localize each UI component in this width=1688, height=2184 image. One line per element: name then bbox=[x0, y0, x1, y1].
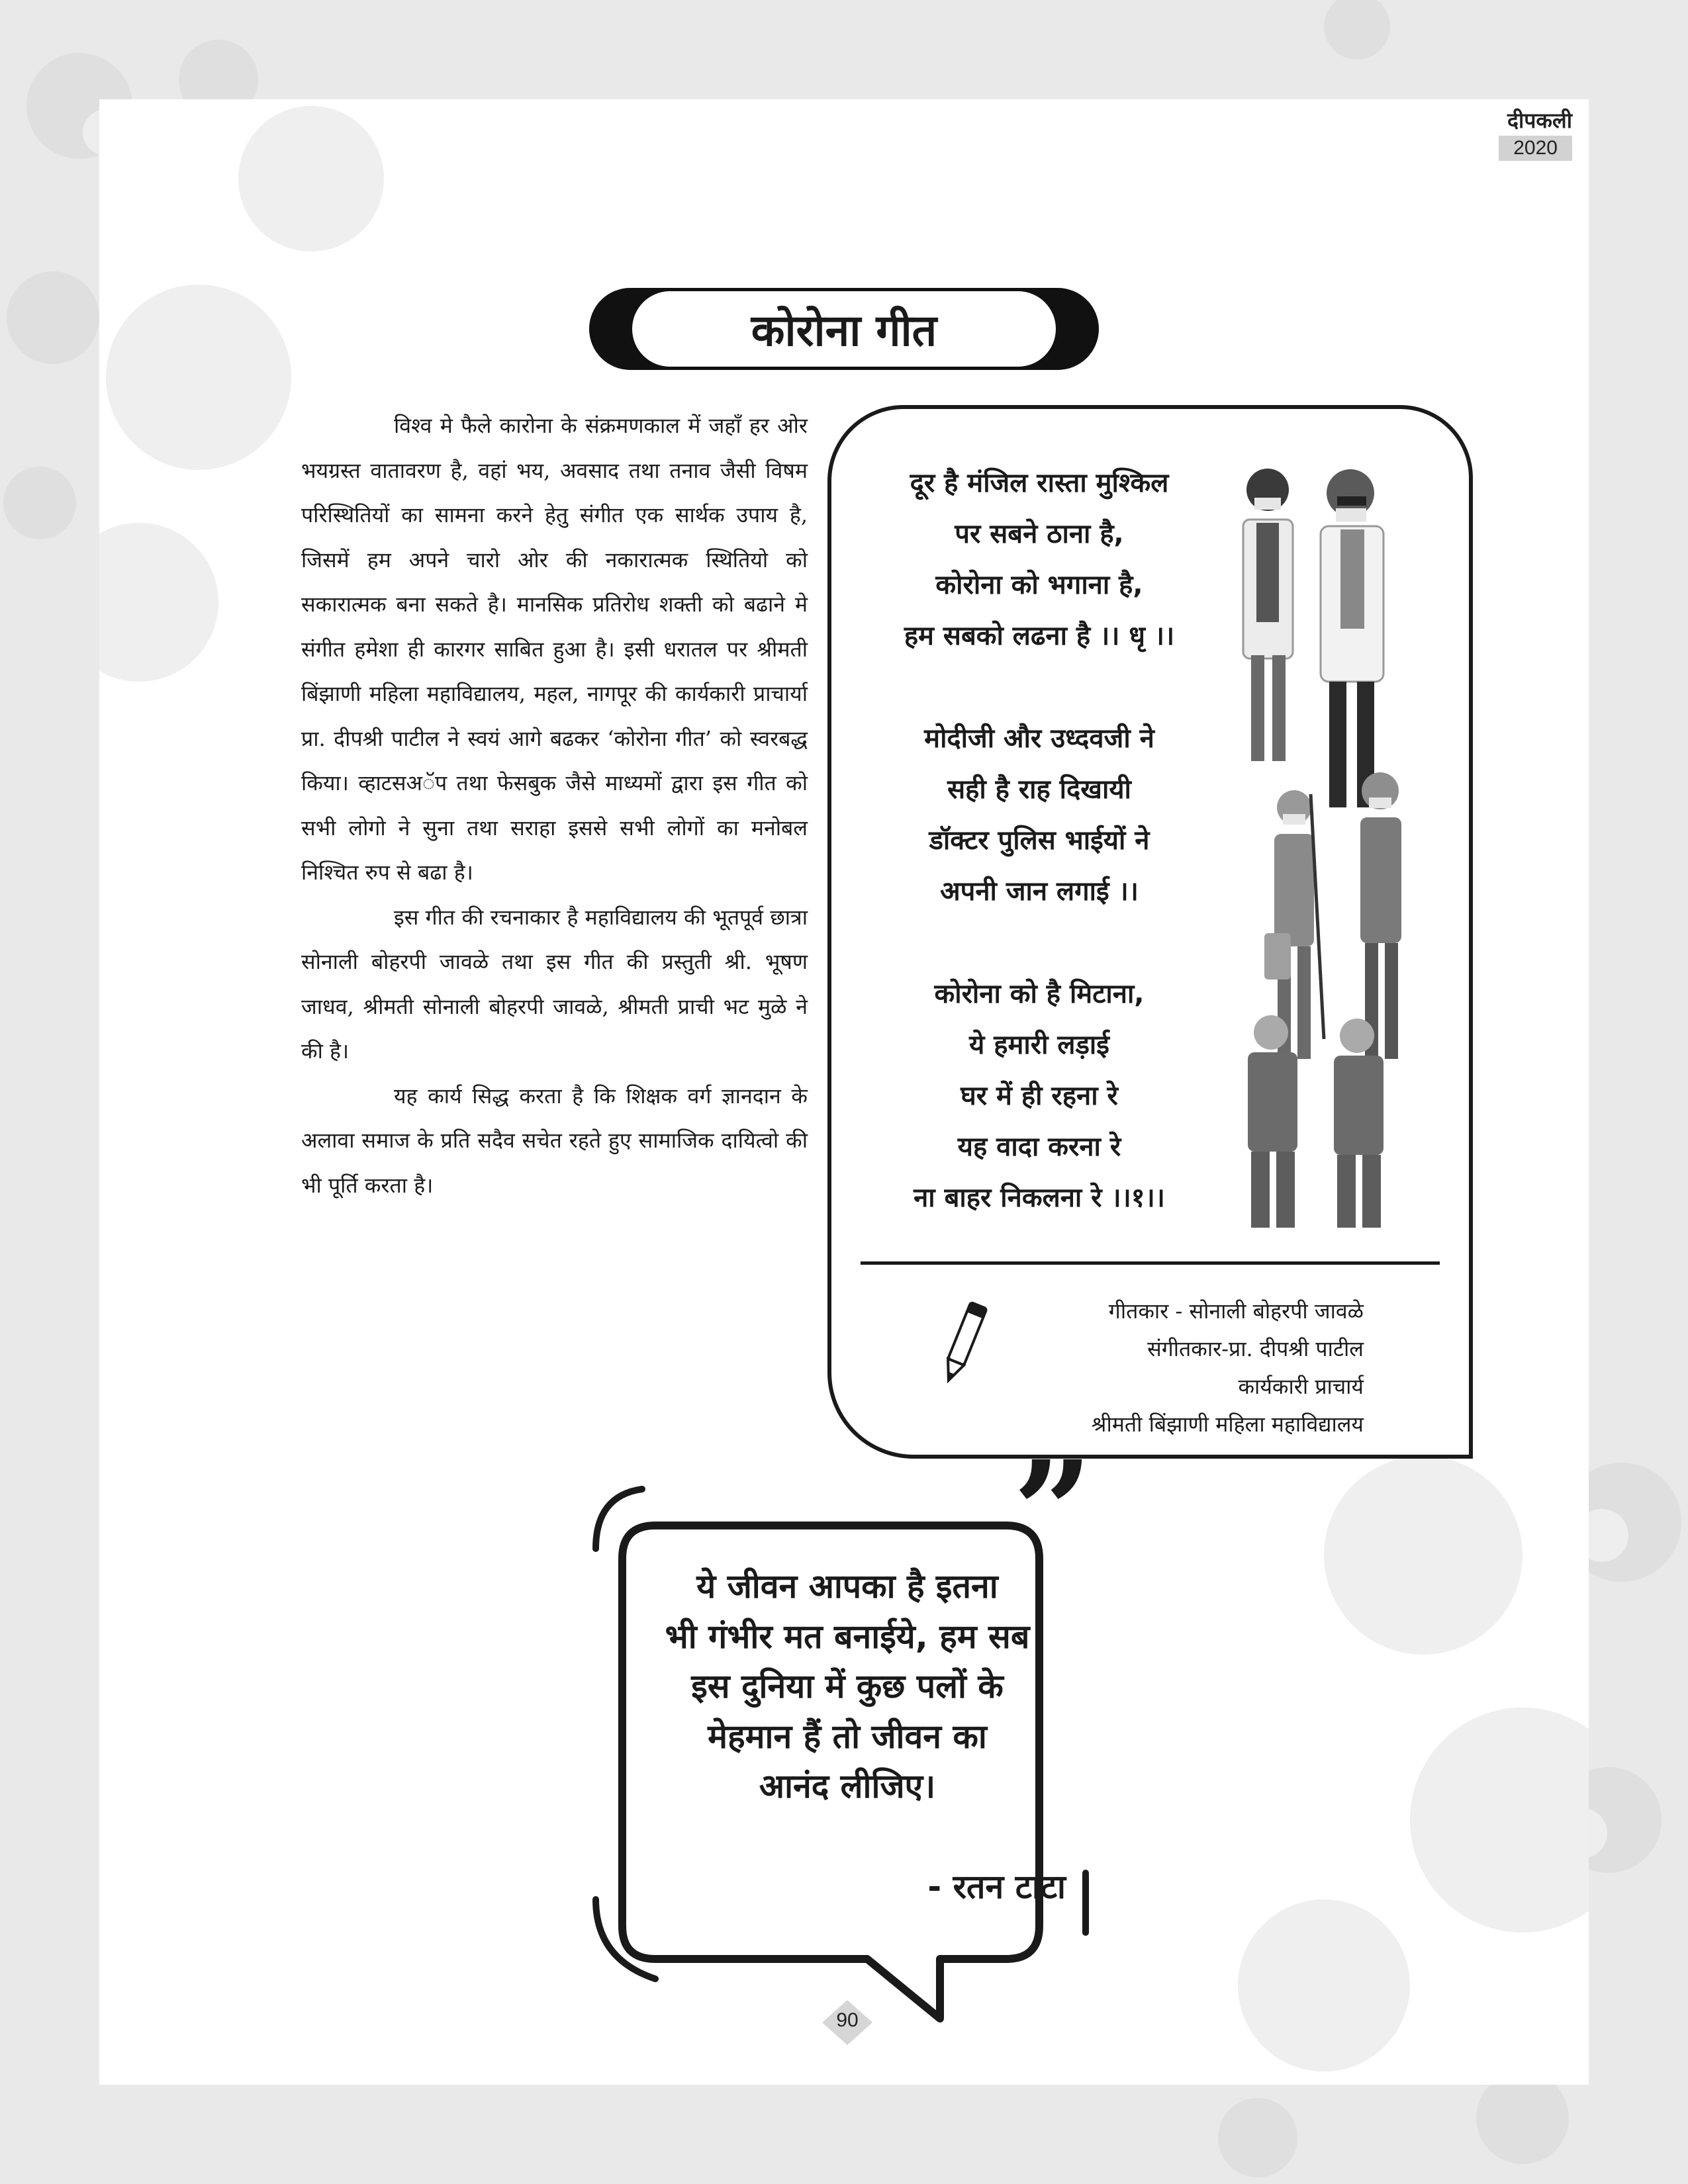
credit-composer: संगीतकार-प्रा. दीपश्री पाटील bbox=[1147, 1336, 1364, 1361]
quote-line: भी गंभीर मत बनाईये, हम सब bbox=[665, 1617, 1030, 1656]
poem-line: ना बाहर निकलना रे ।।१।। bbox=[914, 1183, 1165, 1213]
poem bbox=[841, 458, 1238, 1275]
publication-year: 2020 bbox=[1499, 136, 1572, 161]
poem-line: पर सबने ठाना है, bbox=[955, 519, 1124, 549]
poem-line: सही है राह दिखायी bbox=[947, 774, 1131, 805]
publication-name: दीपकली bbox=[1507, 108, 1572, 133]
quote-icon: ” bbox=[1013, 1430, 1093, 1594]
poem-line: हम सबको लढना है ।। धृ ।। bbox=[904, 621, 1175, 651]
article-body bbox=[301, 404, 808, 1208]
poem-stanza-2 bbox=[841, 713, 1238, 917]
health-worker-figure bbox=[1360, 772, 1401, 1059]
poem-line: कोरोना को है मिटाना, bbox=[934, 979, 1145, 1009]
page-number: 90 bbox=[836, 2009, 859, 2031]
poem-line: यह वादा करना रे bbox=[957, 1132, 1121, 1162]
song-credits bbox=[966, 1293, 1364, 1443]
poem-stanza-1 bbox=[841, 458, 1238, 662]
doctor-figure-2 bbox=[1321, 469, 1383, 807]
poem-line: कोरोना को भगाना है, bbox=[935, 570, 1143, 600]
poem-line: घर में ही रहना रे bbox=[961, 1081, 1118, 1111]
poem-stanza-3 bbox=[841, 969, 1238, 1224]
quote-text bbox=[616, 1562, 1079, 1812]
poem-line: डॉक्टर पुलिस भाईयों ने bbox=[929, 825, 1150, 856]
poem-line: दूर है मंजिल रास्ता मुश्किल bbox=[910, 468, 1169, 498]
poem-line: अपनी जान लगाई ।। bbox=[940, 876, 1139, 907]
publication-header bbox=[1499, 106, 1572, 161]
article-paragraph: विश्व मे फैले कारोना के संक्रमणकाल में जहाँ हर ओर भयग्रस्त वातावरण है, वहां भय, अवसाद तथा तनाव जैसी विषम परिस्थितियों का सामना करने हेतु संगीत एक सार्थक उपाय है, जिसमें हम अपने चारो ओर की नकारात्मक स्थितियो को सकारात्मक बना सकते है। मानसिक प्रतिरोध शक्ती को बढाने मे संगीत हमेशा ही कारगर साबित हुआ है। इसी धरातल पर श्रीमती बिंझाणी महिला महाविद्यालय, महल, नागपूर की कार्यकारी प्राचार्या प्रा. दीपश्री पाटील ने स्वयं आगे बढकर ‘कोरोना गीत’ को स्वरबद्ध किया। व्हाटसअॅप तथा फेसबुक जैसे माध्यमों द्वारा इस गीत को सभी लोगो ने सुना तथा सराहा इससे सभी लोगों का मनोबल निश्चित रुप से बढा है। bbox=[301, 413, 808, 885]
poem-line: ये हमारी लड़ाई bbox=[969, 1030, 1109, 1060]
article-paragraph: यह कार्य सिद्ध करता है कि शिक्षक वर्ग ज्ञानदान के अलावा समाज के प्रति सदैव सचेत रहते हुए सामाजिक दायित्वो की भी पूर्ति करता है। bbox=[301, 1083, 808, 1198]
credit-institution: श्रीमती बिंझाणी महिला महाविद्यालय bbox=[1091, 1412, 1364, 1437]
quote-line: मेहमान हैं तो जीवन का bbox=[708, 1717, 987, 1756]
page-title: कोरोना गीत bbox=[751, 305, 937, 356]
title-banner bbox=[632, 291, 1056, 367]
credit-lyricist: गीतकार - सोनाली बोहरपी जावळे bbox=[1108, 1298, 1364, 1324]
quote-author: - रतन टाटा bbox=[927, 1868, 1066, 1906]
poem-line: मोदीजी और उध्दवजी ने bbox=[924, 723, 1154, 754]
quote-line: इस दुनिया में कुछ पलों के bbox=[691, 1667, 1004, 1706]
frontline-workers-illustration bbox=[1218, 457, 1436, 1231]
doctor-figure-1 bbox=[1243, 469, 1293, 761]
quote-line: ये जीवन आपका है इतना bbox=[696, 1567, 998, 1606]
credit-designation: कार्यकारी प्राचार्य bbox=[1238, 1374, 1364, 1399]
article-paragraph: इस गीत की रचनाकार है महाविद्यालय की भूतपूर्व छात्रा सोनाली बोहरपी जावळे तथा इस गीत की प्रस्तुती श्री. भूषण जाधव, श्रीमती सोनाली बोहरपी जावळे, श्रीमती प्राची भट मुळे ने की है। bbox=[301, 904, 808, 1064]
police-figures bbox=[1248, 1015, 1383, 1228]
quote-line: आनंद लीजिए। bbox=[759, 1767, 936, 1805]
divider bbox=[861, 1261, 1440, 1265]
